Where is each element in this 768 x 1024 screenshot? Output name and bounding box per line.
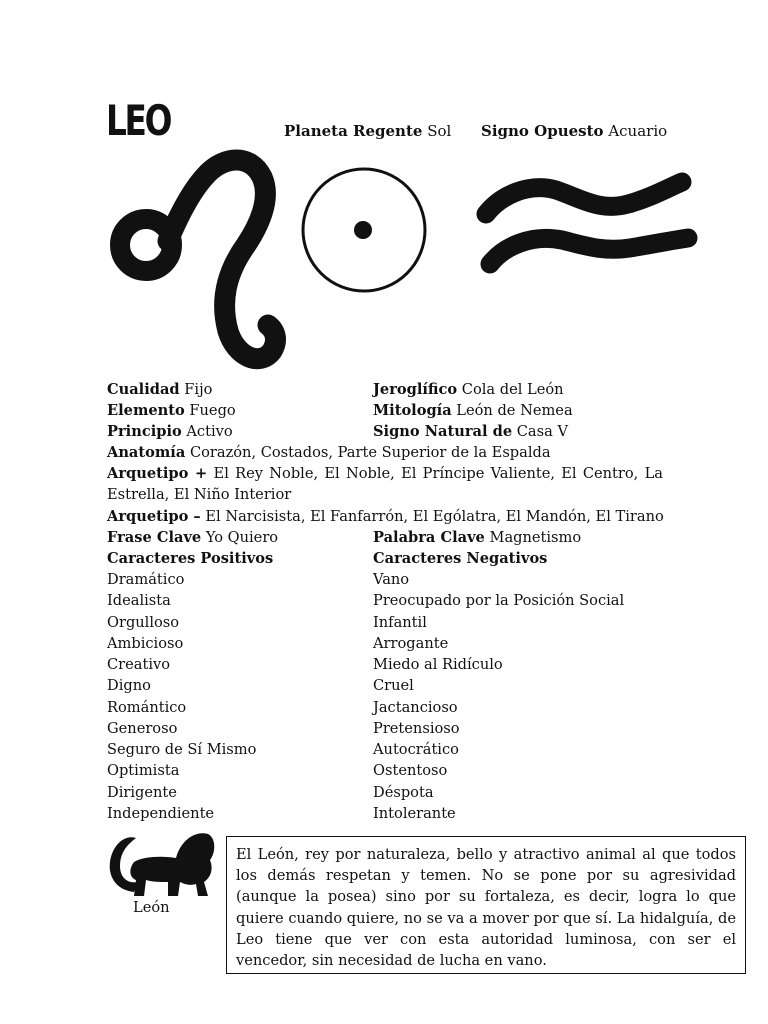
attr-arquetipo-negativo (107, 506, 664, 527)
attr-value: Yo Quiero (205, 529, 279, 546)
ruling-planet-value: Sol (427, 122, 452, 140)
attr-value: Activo (186, 423, 233, 440)
aquarius-glyph-icon (470, 168, 698, 280)
attr-value: León de Nemea (456, 402, 573, 419)
ruling-planet (284, 121, 451, 141)
attr-frase-clave (107, 527, 278, 548)
attr-label: Signo Natural de (373, 423, 513, 440)
description-text: El León, rey por naturaleza, bello y atractivo animal al que todos los demás respetan y temen. No se pone por su agresividad (aunque la posea) sino por su fortaleza, es decir, logra lo que quiere cuando quiere, no se va a mover por que sí. La hidalguía, de Leo tiene que ver con esta autoridad luminosa, con ser el vencedor, sin necesidad de lucha en vano. (236, 846, 736, 970)
attr-value: El Narcisista, El Fanfarrón, El Ególatra, El Mandón, El Tirano (205, 508, 664, 525)
negative-trait: Intolerante (373, 805, 456, 822)
negative-trait: Jactancioso (373, 699, 458, 716)
ruling-planet-label: Planeta Regente (284, 122, 423, 140)
positive-traits-header (107, 548, 273, 569)
negative-trait: Ostentoso (373, 762, 448, 779)
attr-label: Elemento (107, 402, 185, 419)
attr-signo-natural (373, 421, 568, 442)
sun-glyph-icon (299, 164, 431, 296)
positive-trait: Dirigente (107, 784, 177, 801)
attr-elemento (107, 400, 236, 421)
positive-trait: Ambicioso (107, 635, 184, 652)
attr-jeroglifico (373, 379, 564, 400)
positive-trait: Romántico (107, 699, 187, 716)
negative-traits-header (373, 548, 547, 569)
attr-anatomia (107, 442, 551, 463)
attr-label: Principio (107, 423, 182, 440)
leo-glyph-icon (100, 145, 290, 377)
page-title: LEO (106, 96, 171, 145)
attr-label: Jeroglífico (373, 381, 458, 398)
description-box (226, 836, 746, 974)
opposite-sign (481, 121, 667, 141)
positive-traits-heading: Caracteres Positivos (107, 550, 274, 567)
positive-trait: Seguro de Sí Mismo (107, 741, 257, 758)
attr-principio (107, 421, 233, 442)
attr-value: Fijo (184, 381, 213, 398)
negative-trait: Infantil (373, 614, 427, 631)
attr-label: Frase Clave (107, 529, 202, 546)
attr-label: Arquetipo – (107, 508, 201, 525)
positive-trait: Dramático (107, 571, 185, 588)
attr-label: Anatomía (107, 444, 186, 461)
opposite-sign-value: Acuario (608, 122, 668, 140)
negative-trait: Déspota (373, 784, 434, 801)
negative-traits-heading: Caracteres Negativos (373, 550, 548, 567)
negative-trait: Vano (373, 571, 410, 588)
attr-palabra-clave (373, 527, 581, 548)
attr-value: Cola del León (461, 381, 564, 398)
negative-trait: Cruel (373, 677, 414, 694)
negative-trait: Preocupado por la Posición Social (373, 592, 625, 609)
attr-mitologia (373, 400, 573, 421)
attr-label: Arquetipo + (107, 465, 208, 482)
opposite-sign-label: Signo Opuesto (481, 122, 604, 140)
attr-value: Magnetismo (489, 529, 582, 546)
negative-trait: Pretensioso (373, 720, 460, 737)
positive-trait: Optimista (107, 762, 180, 779)
attr-cualidad (107, 379, 212, 400)
negative-trait: Miedo al Ridículo (373, 656, 503, 673)
positive-trait: Digno (107, 677, 151, 694)
attr-label: Mitología (373, 402, 452, 419)
positive-trait: Independiente (107, 805, 215, 822)
negative-trait: Autocrático (373, 741, 459, 758)
positive-trait: Orgulloso (107, 614, 180, 631)
attr-value: El Rey Noble, El Noble, El Príncipe Valiente, El Centro, La Estrella, El Niño Interior (107, 465, 663, 504)
positive-trait: Creativo (107, 656, 171, 673)
negative-trait: Arrogante (373, 635, 449, 652)
attr-value: Casa V (516, 423, 569, 440)
positive-trait: Idealista (107, 592, 171, 609)
attr-label: Cualidad (107, 381, 180, 398)
attr-arquetipo-positivo (107, 463, 663, 505)
attr-label: Palabra Clave (373, 529, 485, 546)
attr-value: Fuego (189, 402, 236, 419)
positive-trait: Generoso (107, 720, 178, 737)
lion-silhouette-icon (104, 822, 218, 900)
attr-value: Corazón, Costados, Parte Superior de la Espalda (189, 444, 551, 461)
lion-caption: León (133, 899, 170, 916)
